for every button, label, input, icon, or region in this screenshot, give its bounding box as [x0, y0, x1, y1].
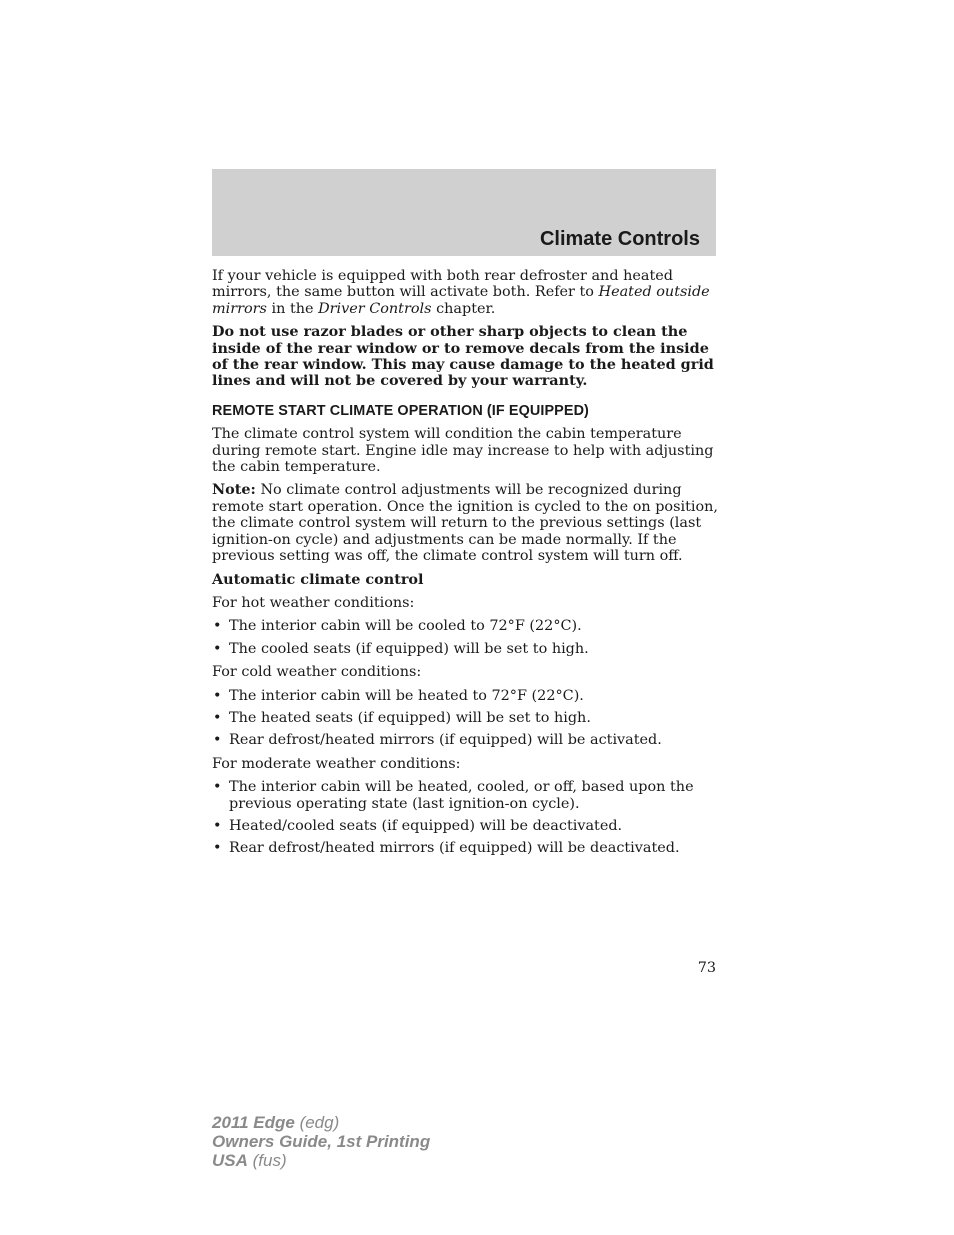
intro-text-c: chapter. [431, 300, 496, 317]
list-item: • The cooled seats (if equipped) will be set to high. [213, 640, 589, 657]
moderate-weather-list [212, 779, 718, 857]
list-item: • Heated/cooled seats (if equipped) will be deactivated. [213, 817, 623, 834]
cold-weather-list [212, 688, 718, 749]
intro-text-b: in the [266, 300, 319, 317]
section-heading: REMOTE START CLIMATE OPERATION (IF EQUIPPED) [212, 402, 589, 419]
bullet-icon: • [213, 817, 222, 834]
subheading-automatic-climate: Automatic climate control [212, 570, 424, 588]
list-item: • The interior cabin will be heated to 72°F (22°C). [213, 687, 584, 704]
page-number: 73 [697, 960, 716, 976]
warning-paragraph: Do not use razor blades or other sharp objects to clean the inside of the rear window or to remove decals from the inside of the rear window. This may cause damage to the heated grid lines and will not be covered by your warranty. [212, 323, 714, 390]
chapter-header-band [212, 169, 716, 256]
intro-ref-driver-controls: Driver Controls [318, 300, 432, 317]
hot-weather-list [212, 618, 718, 657]
bullet-icon: • [213, 709, 222, 726]
intro-ref-heated-mirrors: Heated outside mirrors [212, 284, 710, 317]
hot-weather-label: For hot weather conditions: [212, 594, 415, 611]
list-item: • Rear defrost/heated mirrors (if equipped) will be deactivated. [213, 840, 680, 857]
footer-line-guide: Owners Guide, 1st Printing [212, 1132, 431, 1151]
footer-line-region: USA (fus) [212, 1151, 287, 1170]
bullet-icon: • [213, 640, 222, 657]
bullet-icon: • [213, 732, 222, 749]
intro-paragraph [212, 268, 718, 317]
footer-imprint [212, 1113, 430, 1170]
footer-line-model: 2011 Edge (edg) [212, 1113, 340, 1132]
section-paragraph: The climate control system will condition the cabin temperature during remote start. Engine idle may increase to help with adjusting the cabin temperature. [212, 426, 714, 476]
bullet-icon: • [213, 618, 222, 635]
bullet-icon: • [213, 840, 222, 857]
page-content [212, 268, 718, 864]
list-item: • Rear defrost/heated mirrors (if equipped) will be activated. [213, 732, 662, 749]
bullet-icon: • [213, 779, 222, 796]
bullet-icon: • [213, 687, 222, 704]
intro-text-a: If your vehicle is equipped with both rear defroster and heated mirrors, the same button will activate both. Refer to [212, 268, 673, 301]
note-text: No climate control adjustments will be recognized during remote start operation. Once the ignition is cycled to the on position, the climate control system will return to the previous settings (last ignition-on cycle) and adjustments can be made normally. If the previous setting was off, the climate control system will turn off. [212, 482, 718, 565]
chapter-title: Climate Controls [539, 228, 700, 250]
moderate-weather-label: For moderate weather conditions: [212, 755, 461, 772]
note-paragraph [212, 482, 718, 564]
list-item: • The heated seats (if equipped) will be set to high. [213, 709, 591, 726]
cold-weather-label: For cold weather conditions: [212, 664, 422, 681]
list-item: • The interior cabin will be heated, cooled, or off, based upon the previous operating state (last ignition-on cycle). [213, 779, 694, 812]
list-item: • The interior cabin will be cooled to 72°F (22°C). [213, 618, 582, 635]
note-label: Note: [212, 481, 256, 499]
